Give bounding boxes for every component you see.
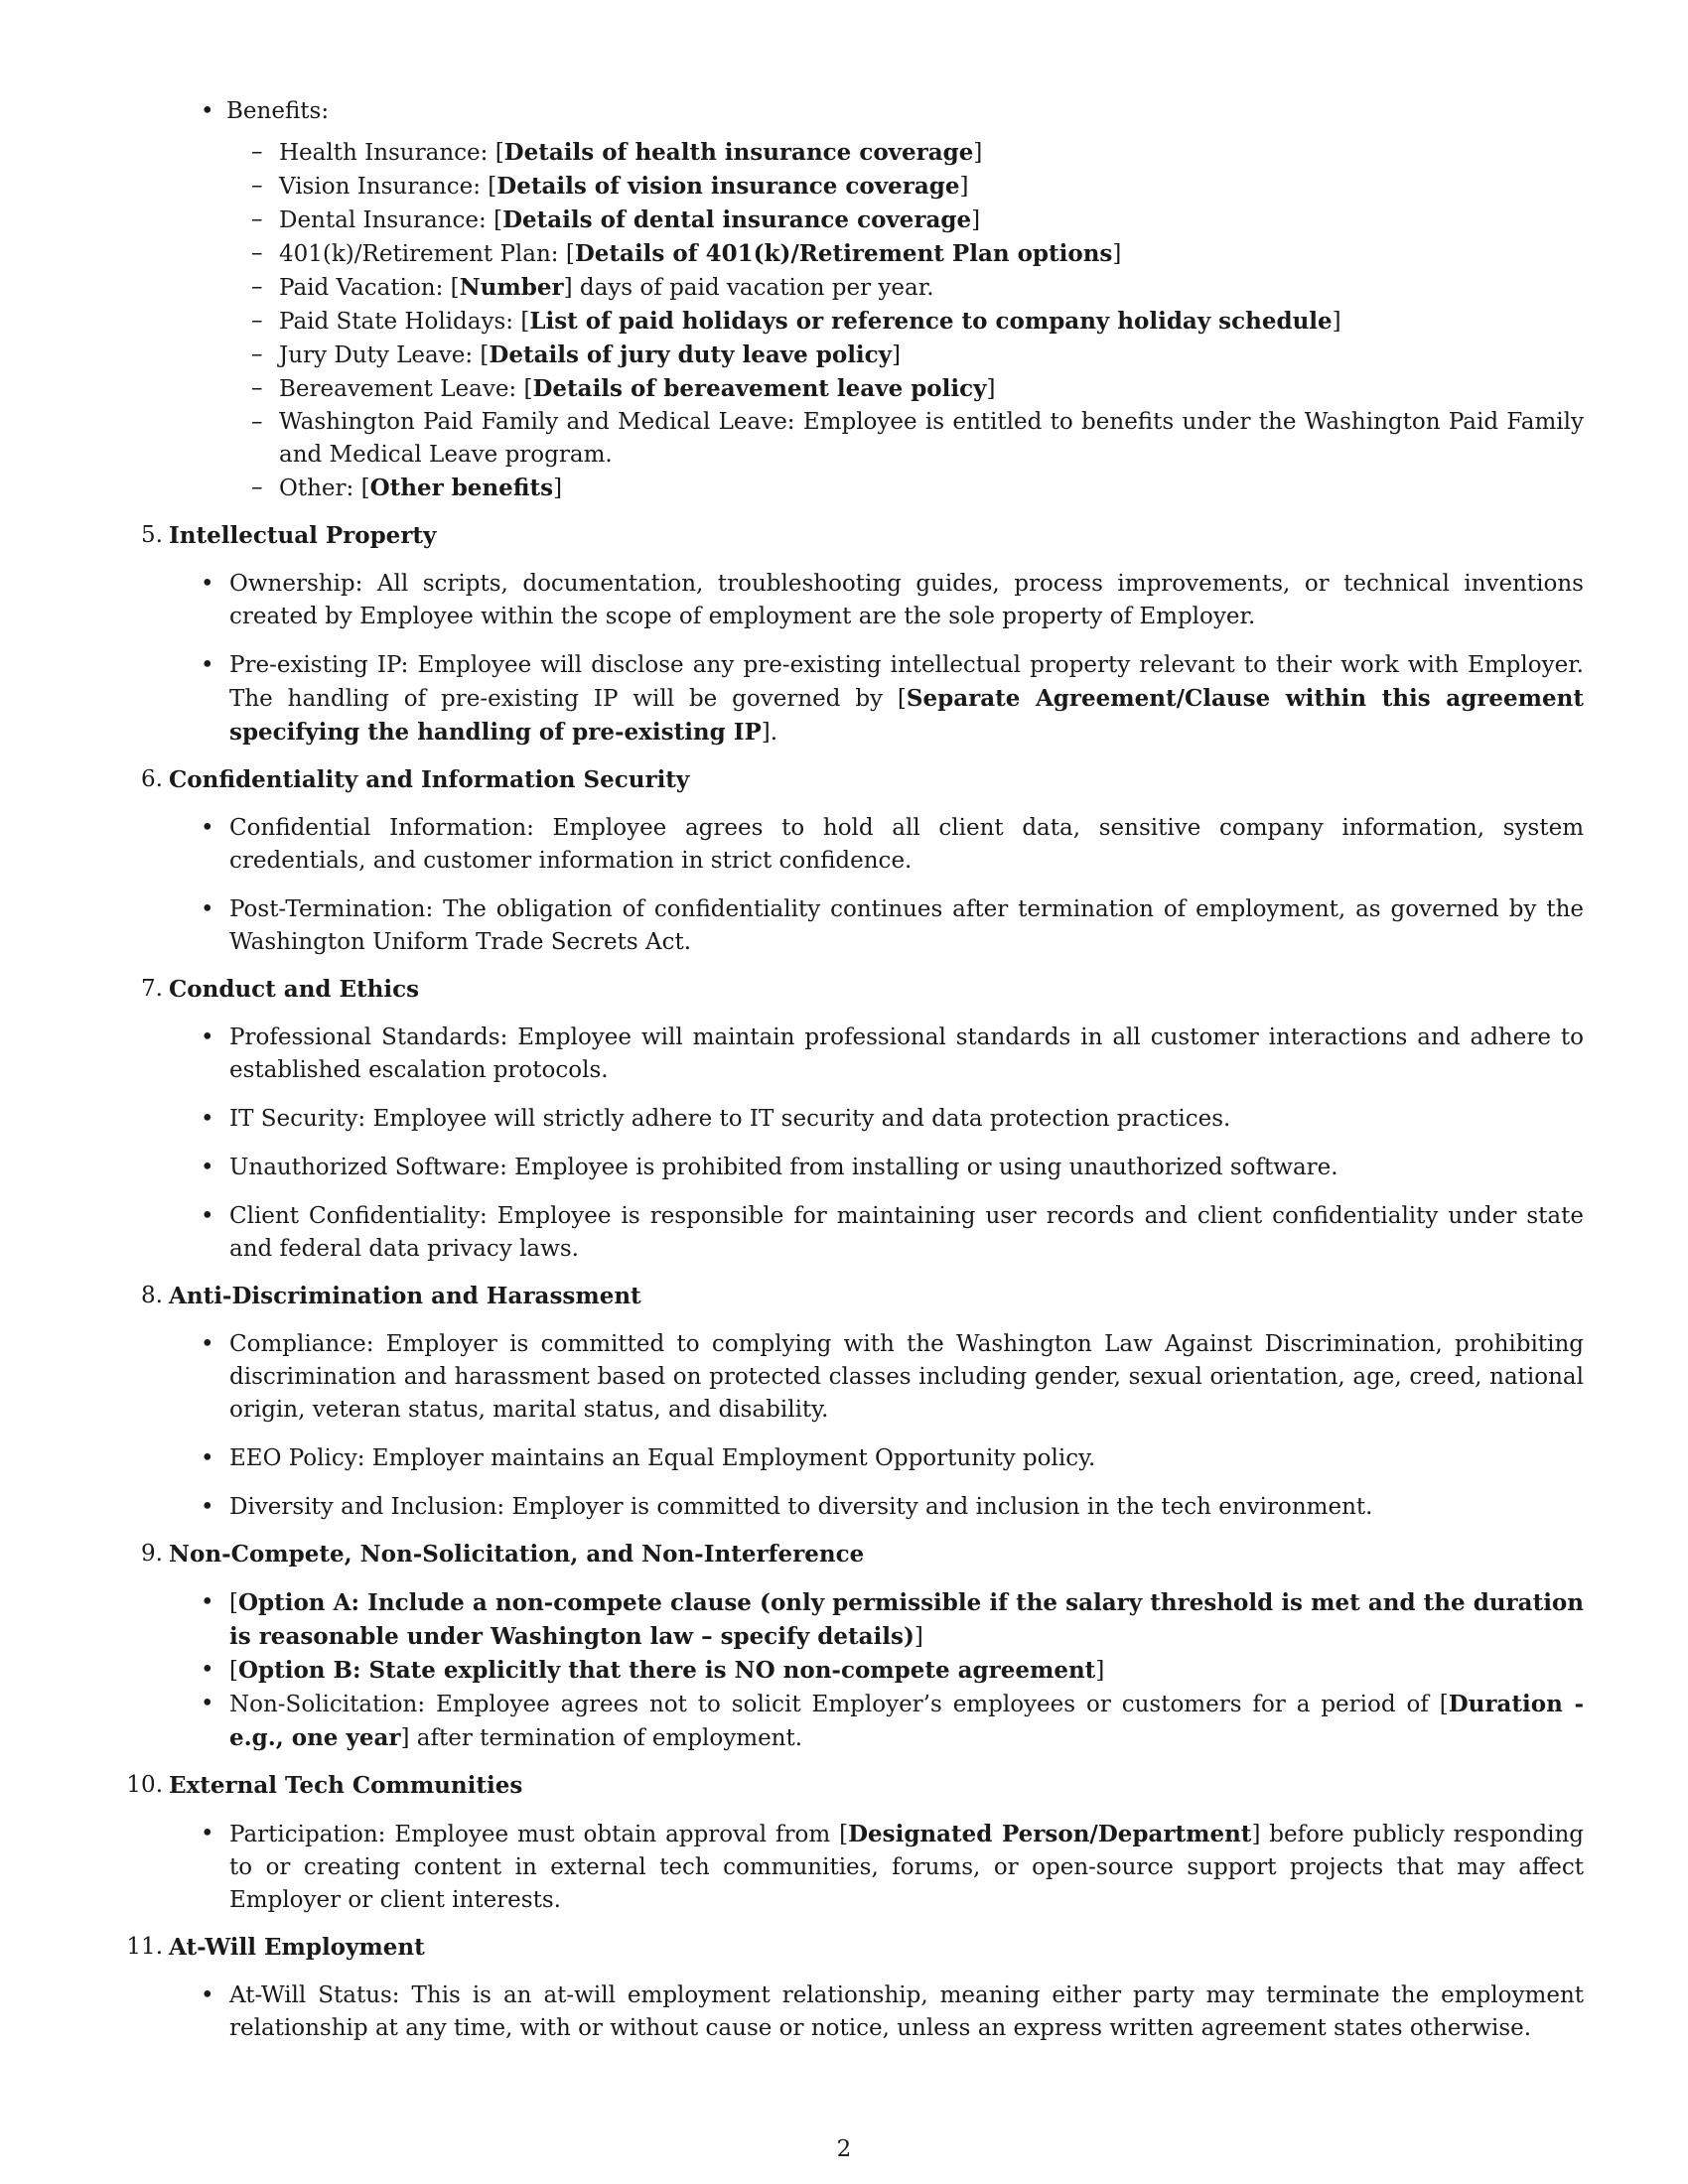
- page-number: 2: [836, 2136, 852, 2162]
- section-non-compete: [141, 1538, 1584, 1755]
- section-title: Anti-Discrimination and Harassment: [169, 1283, 641, 1309]
- section-number: 11.: [126, 1934, 163, 1960]
- list-item: • Compliance: Employer is committed to complying with the Washington Law Against Discrimination, prohibiting discrimination and harassment based on protected classes including gender, sexual orientation, age, creed, national origin, veteran status, marital status, and disability.: [159, 1328, 1584, 1427]
- section-items: [159, 1586, 1584, 1755]
- section-title: External Tech Communities: [169, 1772, 523, 1799]
- benefit-item: – Paid State Holidays: [List of paid holidays or reference to company holiday schedule]: [159, 305, 1584, 339]
- list-item: • EEO Policy: Employer maintains an Equal Employment Opportunity policy.: [159, 1442, 1584, 1475]
- section-at-will: [126, 1931, 1584, 2045]
- section-title: Intellectual Property: [169, 522, 437, 549]
- section-conduct-ethics: [141, 973, 1584, 1266]
- section-items: [159, 1979, 1584, 2045]
- section-external-tech: [126, 1769, 1584, 1917]
- section-number: 8.: [141, 1283, 163, 1308]
- list-item: • IT Security: Employee will strictly adhere to IT security and data protection practices.: [159, 1103, 1584, 1136]
- section-heading: [126, 1931, 1584, 1964]
- section-heading: [141, 763, 1584, 796]
- benefit-item: – Bereavement Leave: [Details of bereavement leave policy]: [159, 372, 1584, 406]
- section-number: 6.: [141, 766, 163, 792]
- section-intellectual-property: [141, 519, 1584, 750]
- benefit-item: – Jury Duty Leave: [Details of jury duty leave policy]: [159, 339, 1584, 372]
- list-item: • Participation: Employee must obtain approval from [Designated Person/Department] before publicly responding to or creating content in external tech communities, forums, or open-source support projects that may affect Employer or client interests.: [159, 1818, 1584, 1917]
- benefit-item: – Dental Insurance: [Details of dental insurance coverage]: [159, 204, 1584, 237]
- section-heading: [141, 1538, 1584, 1570]
- section-number: 9.: [141, 1541, 163, 1567]
- benefit-item: – Health Insurance: [Details of health insurance coverage]: [159, 136, 1584, 170]
- section-items: [159, 568, 1584, 750]
- section-title: Conduct and Ethics: [169, 976, 420, 1003]
- section-number: 7.: [141, 976, 163, 1002]
- list-item: • Post-Termination: The obligation of confidentiality continues after termination of employment, as governed by the Washington Uniform Trade Secrets Act.: [159, 893, 1584, 959]
- benefit-item: – Paid Vacation: [Number] days of paid vacation per year.: [159, 271, 1584, 305]
- benefit-item: – Other: [Other benefits]: [159, 472, 1584, 505]
- list-item: • [Option A: Include a non-compete clause (only permissible if the salary threshold is met and the duration is reasonable under Washington law – specify details)]: [159, 1586, 1584, 1654]
- section-title: At-Will Employment: [169, 1934, 425, 1961]
- list-item: • Client Confidentiality: Employee is responsible for maintaining user records and client confidentiality under state and federal data privacy laws.: [159, 1200, 1584, 1266]
- list-item: • Ownership: All scripts, documentation, troubleshooting guides, process improvements, or technical inventions created by Employee within the scope of employment are the sole property of Employer.: [159, 568, 1584, 633]
- section-items: [159, 1818, 1584, 1917]
- benefit-item: – Washington Paid Family and Medical Leave: Employee is entitled to benefits under the Washington Paid Family and Medical Leave program.: [159, 406, 1584, 472]
- section-heading: [141, 1280, 1584, 1312]
- list-item: • At-Will Status: This is an at-will employment relationship, meaning either party may terminate the employment relationship at any time, with or without cause or notice, unless an express written agreement states otherwise.: [159, 1979, 1584, 2045]
- section-heading: [141, 973, 1584, 1006]
- benefits-sublist: [159, 136, 1584, 505]
- list-item: • Non-Solicitation: Employee agrees not to solicit Employer’s employees or customers for a period of [Duration - e.g., one year] after termination of employment.: [159, 1688, 1584, 1755]
- benefits-title: • Benefits:: [159, 95, 1584, 128]
- list-item: • Professional Standards: Employee will maintain professional standards in all customer interactions and adhere to established escalation protocols.: [159, 1022, 1584, 1087]
- list-item: • Unauthorized Software: Employee is prohibited from installing or using unauthorized software.: [159, 1152, 1584, 1184]
- section-number: 10.: [126, 1772, 163, 1798]
- benefit-item: – Vision Insurance: [Details of vision insurance coverage]: [159, 170, 1584, 204]
- list-item: • [Option B: State explicitly that there is NO non-compete agreement]: [159, 1654, 1584, 1688]
- list-item: • Diversity and Inclusion: Employer is committed to diversity and inclusion in the tech environment.: [159, 1491, 1584, 1524]
- page-content: [126, 95, 1584, 2045]
- section-title: Non-Compete, Non-Solicitation, and Non-Interference: [169, 1541, 865, 1568]
- section-heading: [126, 1769, 1584, 1802]
- section-title: Confidentiality and Information Security: [169, 766, 690, 793]
- section-items: [159, 1022, 1584, 1266]
- benefit-item: – 401(k)/Retirement Plan: [Details of 401(k)/Retirement Plan options]: [159, 237, 1584, 271]
- section-anti-discrimination: [141, 1280, 1584, 1524]
- section-number: 5.: [141, 522, 163, 548]
- section-items: [159, 812, 1584, 959]
- section-confidentiality: [141, 763, 1584, 959]
- section-items: [159, 1328, 1584, 1524]
- list-item: • Pre-existing IP: Employee will disclose any pre-existing intellectual property relevant to their work with Employer. The handling of pre-existing IP will be governed by [Separate Agreement/Clause within this agreement specifying the handling of pre-existing IP].: [159, 649, 1584, 750]
- benefits-list: [159, 95, 1584, 505]
- list-item: • Confidential Information: Employee agrees to hold all client data, sensitive company information, system credentials, and customer information in strict confidence.: [159, 812, 1584, 878]
- section-heading: [141, 519, 1584, 552]
